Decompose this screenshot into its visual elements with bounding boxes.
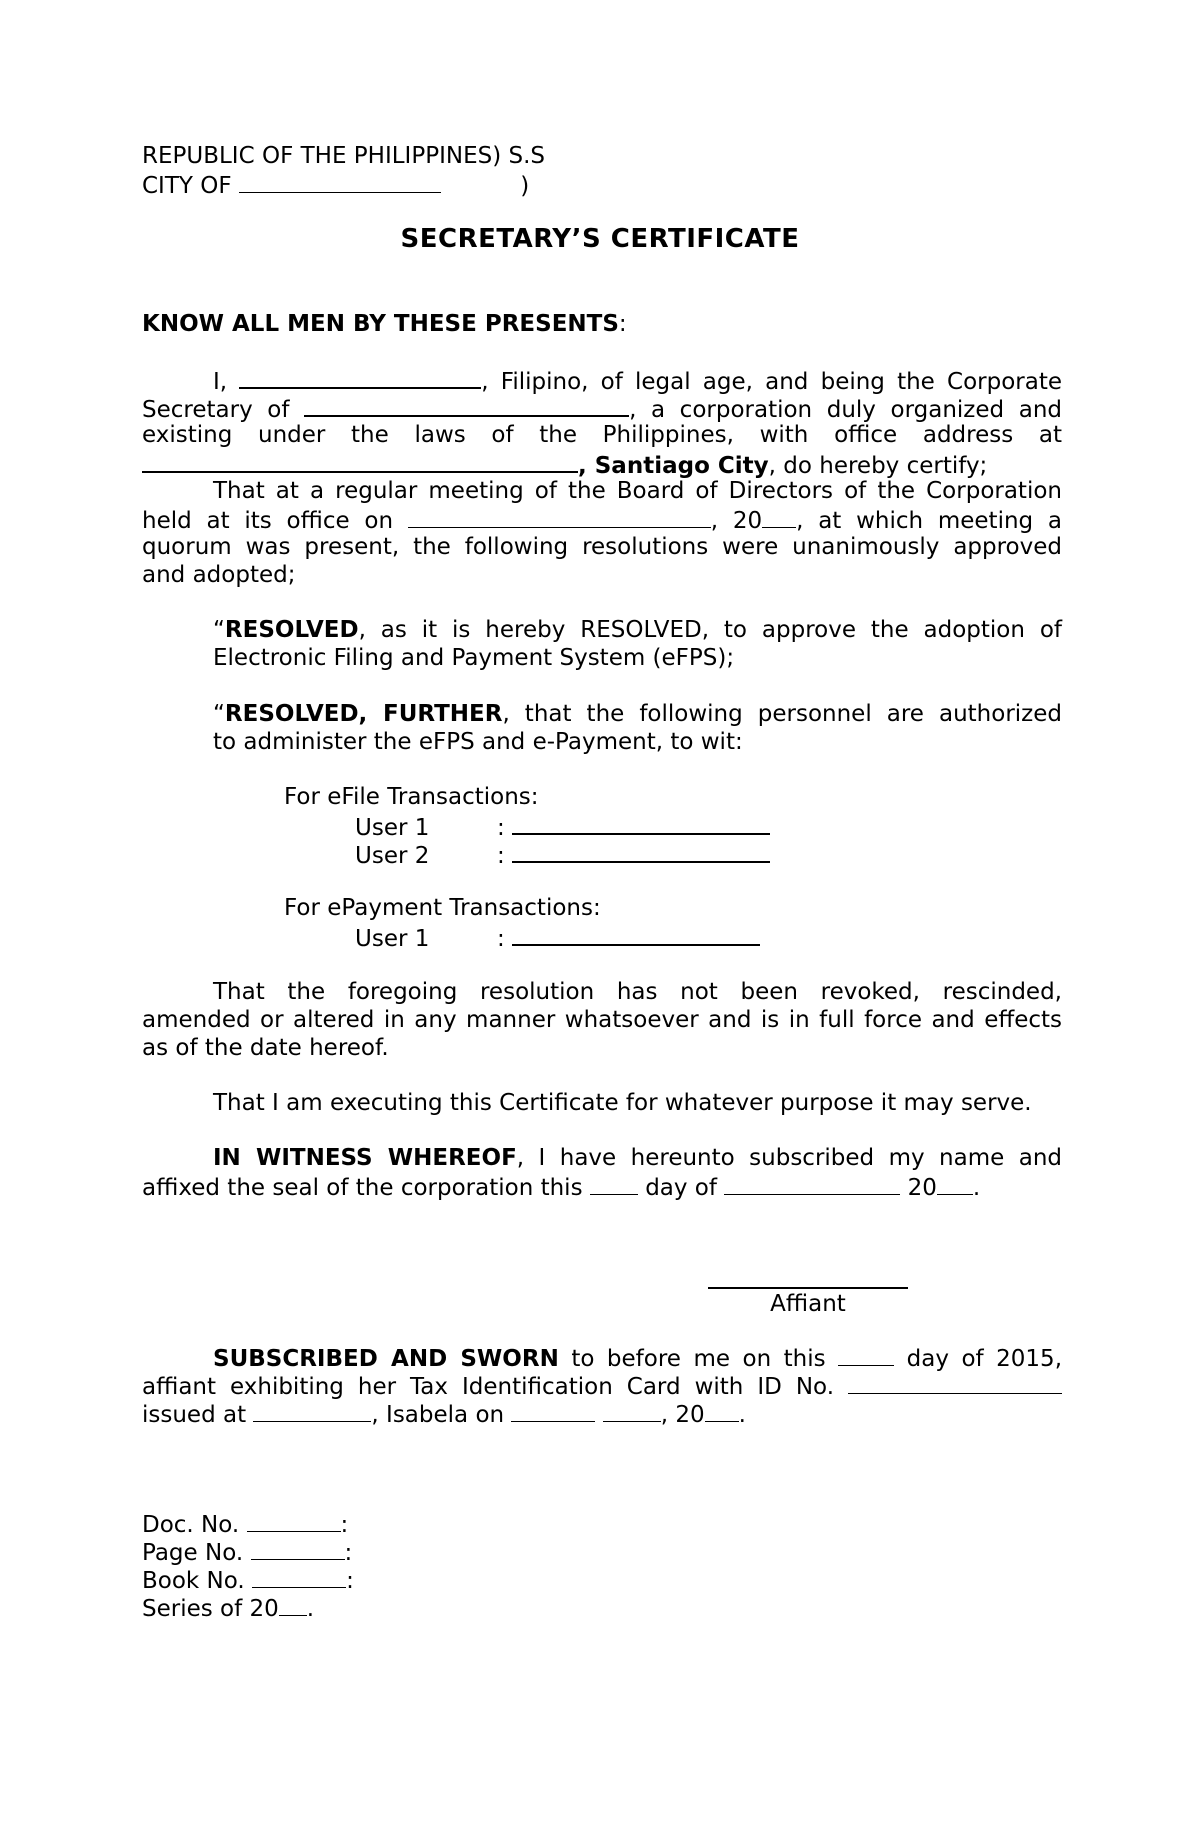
p1-line-4: , Santiago City, do hereby certify; <box>142 449 987 477</box>
know-all-men-heading: KNOW ALL MEN BY THESE PRESENTS: <box>142 311 627 337</box>
tin-id-blank[interactable] <box>848 1371 1062 1394</box>
efile-user-2-blank[interactable] <box>512 839 770 863</box>
epayment-heading: For ePayment Transactions: <box>284 895 601 921</box>
p1-line-1: I, , Filipino, of legal age, and being the Corporate <box>142 365 1062 396</box>
jurat-line-3: issued at , Isabela on , 20 . <box>142 1399 746 1427</box>
venue-line-2: CITY OF ) <box>142 170 529 198</box>
p1-line-2: Secretary of , a corporation duly organized and <box>142 393 1062 424</box>
efile-user-2: User 2 : <box>355 839 770 867</box>
epayment-user-1-blank[interactable] <box>512 922 760 946</box>
book-no-blank[interactable] <box>252 1565 346 1588</box>
venue-line-1: REPUBLIC OF THE PHILIPPINES) S.S <box>142 143 545 169</box>
office-address-blank[interactable] <box>142 449 578 473</box>
epayment-user-1: User 1 : <box>355 922 760 950</box>
issued-at-blank[interactable] <box>253 1399 371 1422</box>
p2-line-2: held at its office on , 20 , at which meeting a <box>142 505 1062 535</box>
p3-line-2: amended or altered in any manner whatsoever and is in full force and effects <box>142 1007 1062 1033</box>
resolution-2-line-2: to administer the eFPS and e-Payment, to wit: <box>213 729 743 755</box>
resolution-1-line-2: Electronic Filing and Payment System (eFPS); <box>213 645 735 671</box>
jurat-line-2: affiant exhibiting her Tax Identification Card with ID No. <box>142 1371 1062 1401</box>
witness-year-blank[interactable] <box>937 1172 973 1195</box>
witness-month-blank[interactable] <box>724 1172 900 1195</box>
affiant-label: Affiant <box>770 1291 846 1317</box>
jurat-line-1: SUBSCRIBED AND SWORN to before me on this day of 2015, <box>142 1343 1062 1373</box>
resolution-2-line-1: “RESOLVED, FURTHER, that the following personnel are authorized <box>213 701 1062 727</box>
p5-line-2: affixed the seal of the corporation this day of 20 . <box>142 1172 980 1200</box>
resolution-1-line-1: “RESOLVED, as it is hereby RESOLVED, to approve the adoption of <box>213 617 1062 643</box>
page-no: Page No. : <box>142 1537 352 1565</box>
doc-no-blank[interactable] <box>247 1509 341 1532</box>
book-no: Book No. : <box>142 1565 354 1593</box>
issued-year-blank[interactable] <box>705 1399 739 1422</box>
issued-on-blank-2[interactable] <box>603 1399 661 1422</box>
p5-line-1: IN WITNESS WHEREOF, I have hereunto subscribed my name and <box>213 1145 1062 1171</box>
p3-line-1: That the foregoing resolution has not been revoked, rescinded, <box>213 979 1062 1005</box>
p2-line-1: That at a regular meeting of the Board of Directors of the Corporation <box>213 478 1062 504</box>
witness-day-blank[interactable] <box>590 1172 638 1195</box>
jurat-day-blank[interactable] <box>838 1343 894 1366</box>
doc-no: Doc. No. : <box>142 1509 348 1537</box>
efile-user-1: User 1 : <box>355 811 770 839</box>
affiant-signature-line[interactable] <box>708 1287 908 1289</box>
page-title: SECRETARY’S CERTIFICATE <box>400 224 800 254</box>
meeting-date-blank[interactable] <box>408 505 711 528</box>
meeting-year-blank[interactable] <box>762 505 796 528</box>
efile-heading: For eFile Transactions: <box>284 784 539 810</box>
issued-on-blank-1[interactable] <box>511 1399 595 1422</box>
p2-line-4: and adopted; <box>142 562 296 588</box>
series-of: Series of 20 . <box>142 1593 314 1621</box>
p1-line-3: existing under the laws of the Philippines, with office address at <box>142 422 1062 448</box>
page-no-blank[interactable] <box>251 1537 345 1560</box>
corporation-name-blank[interactable] <box>304 393 629 417</box>
secretary-name-blank[interactable] <box>239 365 481 389</box>
p3-line-3: as of the date hereof. <box>142 1035 389 1061</box>
p4: That I am executing this Certificate for whatever purpose it may serve. <box>213 1090 1032 1116</box>
city-blank[interactable] <box>239 170 441 193</box>
p2-line-3: quorum was present, the following resolutions were unanimously approved <box>142 534 1062 560</box>
series-year-blank[interactable] <box>279 1593 307 1616</box>
efile-user-1-blank[interactable] <box>512 811 770 835</box>
